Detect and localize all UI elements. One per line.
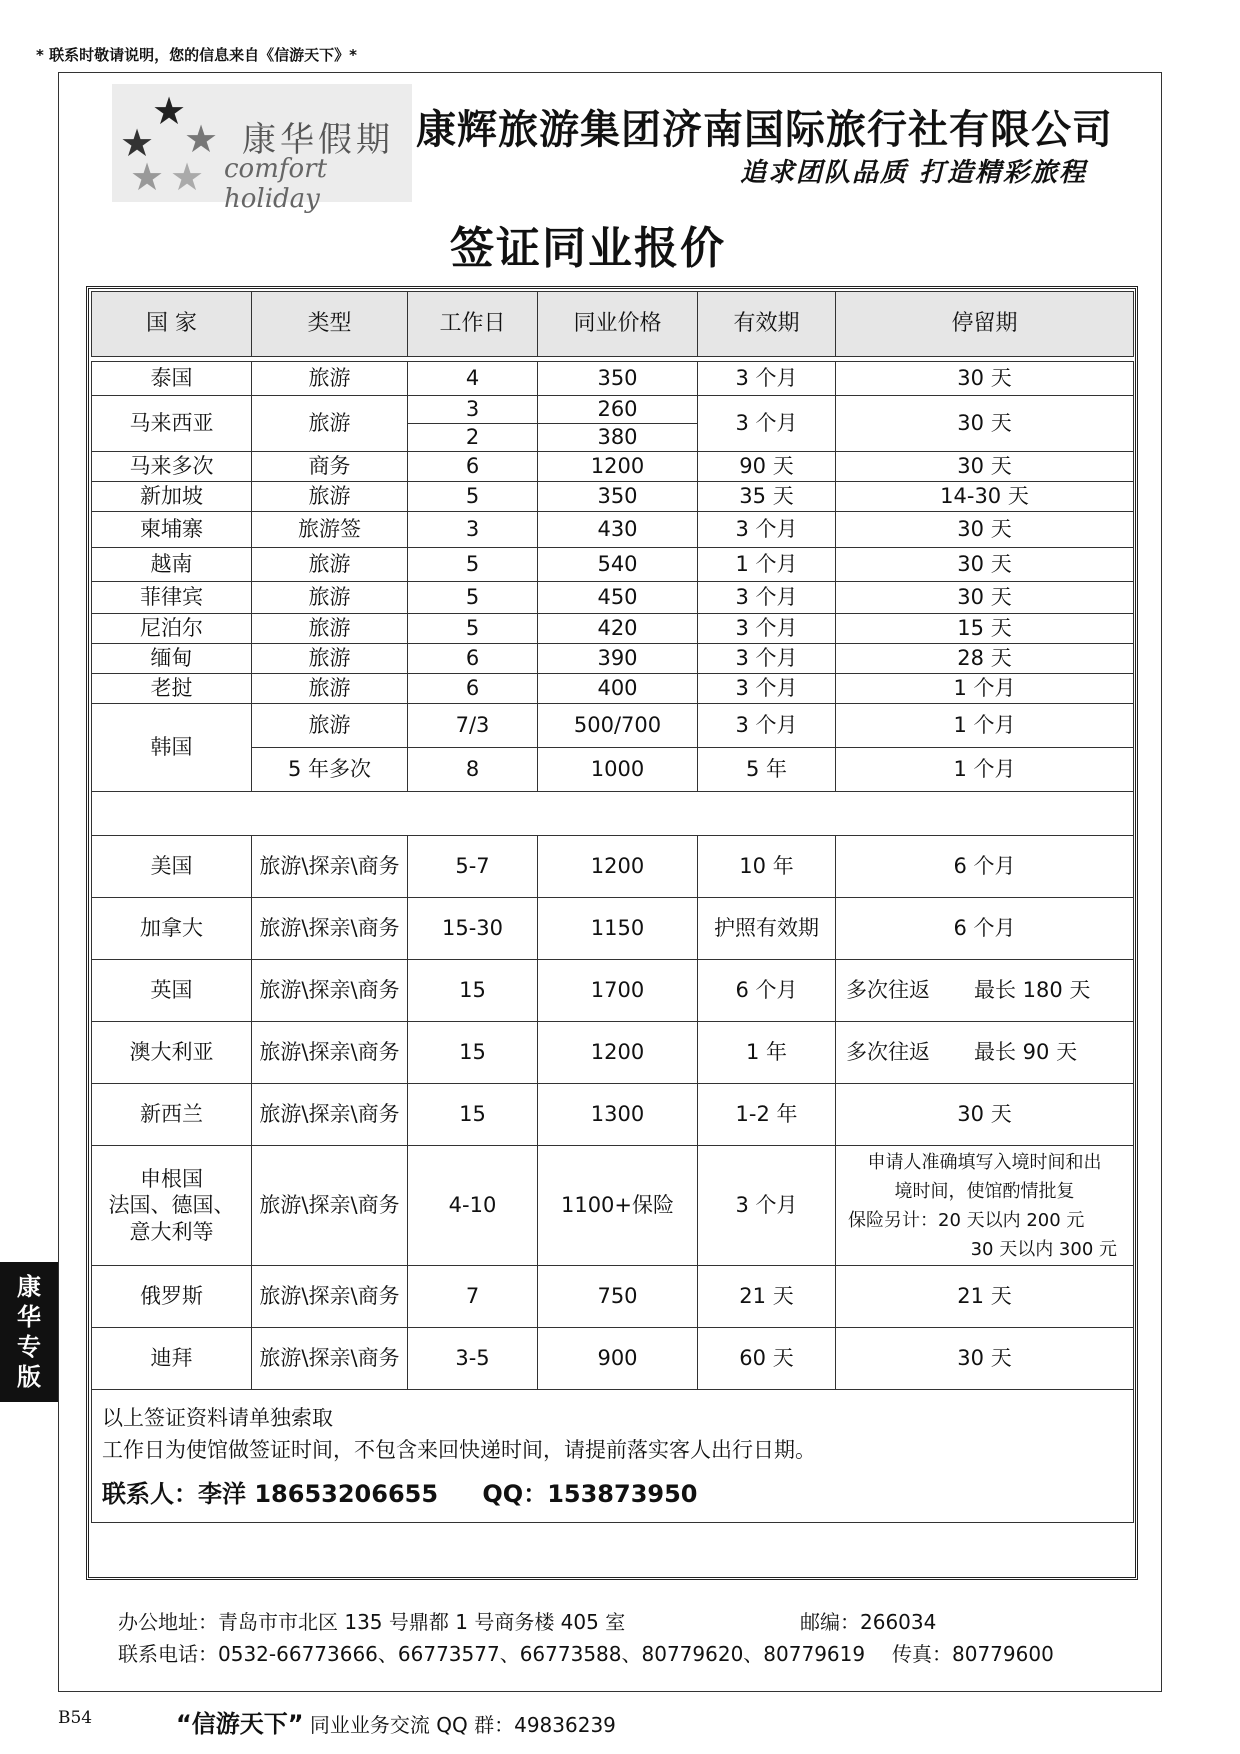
company-name: 康辉旅游集团济南国际旅行社有限公司 xyxy=(416,107,1113,153)
table-row: 尼泊尔 旅游 5 420 3 个月 15 天 xyxy=(92,614,1134,644)
table-row: 加拿大 旅游\探亲\商务 15-30 1150 护照有效期 6 个月 xyxy=(92,898,1134,960)
page-number: B54 xyxy=(58,1708,93,1728)
star-icon: ★ xyxy=(170,155,205,199)
price-table-frame xyxy=(86,286,1138,1580)
side-tab: 康 华 专 版 xyxy=(0,1262,58,1402)
page-footer xyxy=(176,1704,616,1739)
qq-group: 同业业务交流 QQ 群：49836239 xyxy=(309,1713,616,1737)
table-row: 泰国 旅游 4 350 3 个月 30 天 xyxy=(92,362,1134,396)
table-row: 马来西亚 旅游 3 260 3 个月 30 天 xyxy=(92,396,1134,424)
slogan: 追求团队品质 打造精彩旅程 xyxy=(740,158,1088,188)
table-row: 俄罗斯 旅游\探亲\商务 7 750 21 天 21 天 xyxy=(92,1266,1134,1328)
brand-name: “信游天下” xyxy=(176,1710,304,1738)
notes-line-2: 工作日为使馆做签证时间，不包含来回快递时间，请提前落实客人出行日期。 xyxy=(102,1438,816,1462)
table-row: 申根国 法国、德国、 意大利等 旅游\探亲\商务 4-10 1100+保险 3 个月 申请人准确填写入境时间和出 境时间，使馆酌情批复 保险另计：20 天以内 200 元 30 天以内 300 元 xyxy=(92,1146,1134,1266)
top-note: * 联系时敬请说明，您的信息来自《信游天下》* xyxy=(36,46,357,64)
page-title: 签证同业报价 xyxy=(450,223,726,274)
table-row: 缅甸 旅游 6 390 3 个月 28 天 xyxy=(92,644,1134,674)
table-row: 美国 旅游\探亲\商务 5-7 1200 10 年 6 个月 xyxy=(92,836,1134,898)
fax: 传真：80779600 xyxy=(892,1642,1054,1666)
table-row-blank xyxy=(92,792,1134,836)
table-row: 新西兰 旅游\探亲\商务 15 1300 1-2 年 30 天 xyxy=(92,1084,1134,1146)
office-address: 办公地址：青岛市市北区 135 号鼎都 1 号商务楼 405 室 xyxy=(118,1610,626,1634)
table-row: 韩国 旅游 7/3 500/700 3 个月 1 个月 xyxy=(92,704,1134,748)
star-icon: ★ xyxy=(184,117,219,161)
footer-left xyxy=(118,1606,865,1670)
header-stay: 停留期 xyxy=(836,292,1134,357)
table-row: 5 年多次 8 1000 5 年 1 个月 xyxy=(92,748,1134,792)
table-row: 英国 旅游\探亲\商务 15 1700 6 个月 多次往返 最长 180 天 xyxy=(92,960,1134,1022)
table-row: 澳大利亚 旅游\探亲\商务 15 1200 1 年 多次往返 最长 90 天 xyxy=(92,1022,1134,1084)
logo-english: comfort holiday xyxy=(224,154,328,214)
notes-row xyxy=(92,1390,1134,1523)
table-header-row xyxy=(92,292,1134,357)
logo xyxy=(112,84,412,214)
footer-right xyxy=(800,1606,1054,1670)
header-workdays: 工作日 xyxy=(408,292,538,357)
notes-line-1: 以上签证资料请单独索取 xyxy=(102,1406,333,1430)
contact-qq: QQ：153873950 xyxy=(482,1480,698,1508)
header-type: 类型 xyxy=(252,292,408,357)
table-row: 新加坡 旅游 5 350 35 天 14-30 天 xyxy=(92,482,1134,512)
star-icon: ★ xyxy=(130,155,165,199)
visa-price-table xyxy=(91,291,1134,1523)
logo-chinese: 康华假期 xyxy=(242,120,394,160)
phone-numbers: 联系电话：0532-66773666、66773577、66773588、80779620、80779619 xyxy=(118,1642,866,1666)
table-row: 菲律宾 旅游 5 450 3 个月 30 天 xyxy=(92,582,1134,614)
table-row: 马来多次 商务 6 1200 90 天 30 天 xyxy=(92,452,1134,482)
header-country: 国 家 xyxy=(92,292,252,357)
star-icon: ★ xyxy=(152,89,187,133)
contact-line xyxy=(102,1478,1123,1510)
table-row: 迪拜 旅游\探亲\商务 3-5 900 60 天 30 天 xyxy=(92,1328,1134,1390)
contact-person: 联系人：李洋 18653206655 xyxy=(102,1480,439,1508)
table-row: 越南 旅游 5 540 1 个月 30 天 xyxy=(92,548,1134,582)
table-row: 老挝 旅游 6 400 3 个月 1 个月 xyxy=(92,674,1134,704)
table-row: 2 380 xyxy=(92,424,1134,452)
table-row: 柬埔寨 旅游签 3 430 3 个月 30 天 xyxy=(92,512,1134,548)
header-validity: 有效期 xyxy=(698,292,836,357)
postcode: 邮编：266034 xyxy=(800,1610,937,1634)
header-price: 同业价格 xyxy=(538,292,698,357)
star-icon: ★ xyxy=(120,121,155,165)
